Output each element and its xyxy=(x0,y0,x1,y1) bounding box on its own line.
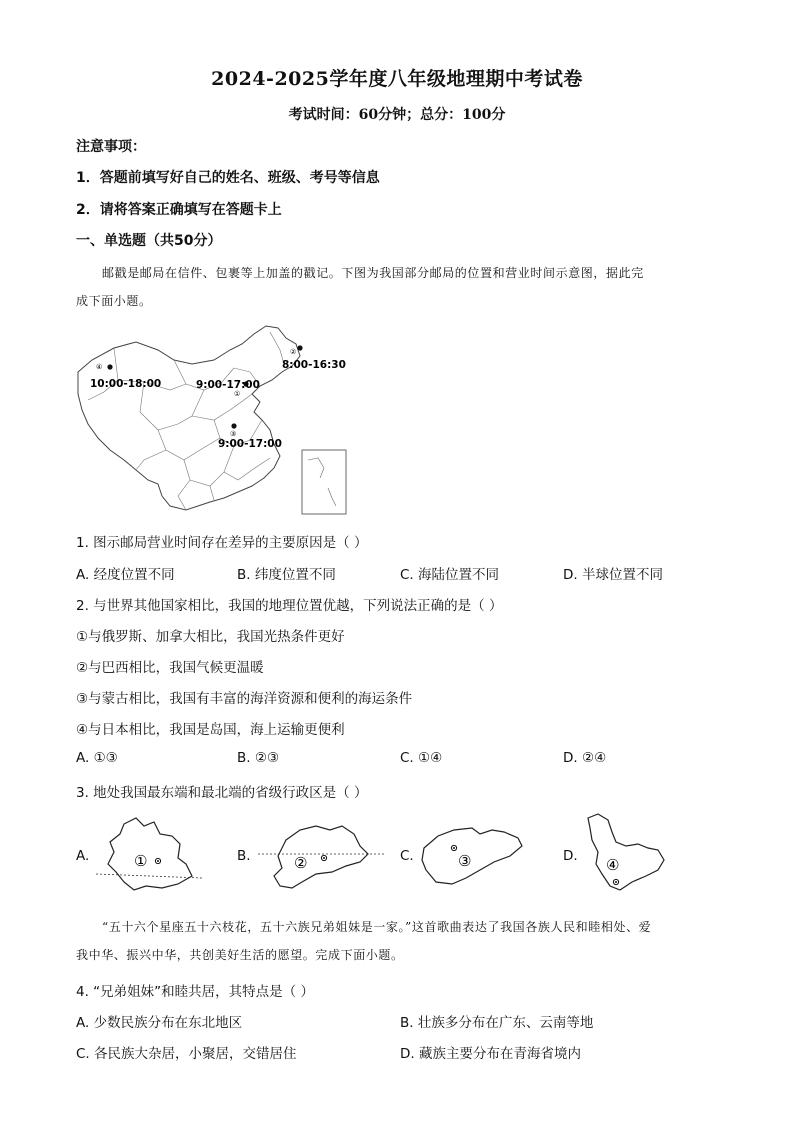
china-post-office-map xyxy=(74,320,364,520)
shape-label-2: ② xyxy=(294,854,308,872)
q3-option-b[interactable]: B. xyxy=(237,848,251,864)
time-label-northeast: 8:00-16:30 xyxy=(282,359,346,371)
q2-statement-2: ②与巴西相比，我国气候更温暖 xyxy=(76,660,264,676)
q2-statement-3: ③与蒙古相比，我国有丰富的海洋资源和便利的海运条件 xyxy=(76,691,413,707)
province-shape-c xyxy=(418,822,528,888)
time-label-north: 9:00-17:00 xyxy=(196,379,260,391)
exam-info: 考试时间：60分钟；总分：100分 xyxy=(288,107,506,123)
notice-heading: 注意事项： xyxy=(76,139,146,155)
marker-1: ① xyxy=(234,390,241,398)
q3-option-c[interactable]: C. xyxy=(400,848,414,864)
q1-option-a[interactable]: A. 经度位置不同 xyxy=(76,567,175,583)
post-office-point-4 xyxy=(107,364,112,369)
section-heading: 一、单选题（共50分） xyxy=(76,233,222,249)
shape-label-1: ① xyxy=(134,852,148,870)
shape-label-3: ③ xyxy=(458,852,472,870)
q2-statement-4: ④与日本相比，我国是岛国，海上运输更便利 xyxy=(76,722,345,738)
province-shape-d xyxy=(580,810,670,896)
intro-line-1: 邮戳是邮局在信件、包裹等上加盖的戳记。下图为我国部分邮局的位置和营业时间示意图，据此完 xyxy=(102,266,644,280)
province-shape-b xyxy=(256,820,386,892)
q2-option-d[interactable]: D. ②④ xyxy=(563,750,607,766)
marker-3: ③ xyxy=(230,430,237,438)
q1-option-d[interactable]: D. 半球位置不同 xyxy=(563,567,663,583)
province-shape-a xyxy=(94,814,206,894)
q3-option-a[interactable]: A. xyxy=(76,848,90,864)
post-office-point-3 xyxy=(231,423,236,428)
q4-option-c[interactable]: C. 各民族大杂居，小聚居，交错居住 xyxy=(76,1046,297,1062)
song-intro-line-2: 我中华、振兴中华，共创美好生活的愿望。完成下面小题。 xyxy=(76,948,404,962)
q3-stem: 3. 地处我国最东端和最北端的省级行政区是（ ） xyxy=(76,785,368,801)
marker-2: ② xyxy=(290,348,297,356)
q4-option-d[interactable]: D. 藏族主要分布在青海省境内 xyxy=(400,1046,581,1062)
marker-4: ④ xyxy=(96,363,103,371)
shape-label-4: ④ xyxy=(606,856,620,874)
q4-option-a[interactable]: A. 少数民族分布在东北地区 xyxy=(76,1015,243,1031)
time-label-west: 10:00-18:00 xyxy=(90,378,162,390)
q2-option-b[interactable]: B. ②③ xyxy=(237,750,280,766)
q2-option-c[interactable]: C. ①④ xyxy=(400,750,443,766)
q2-stem: 2. 与世界其他国家相比，我国的地理位置优越，下列说法正确的是（ ） xyxy=(76,598,503,614)
time-label-east: 9:00-17:00 xyxy=(218,438,282,450)
post-office-point-2 xyxy=(297,345,302,350)
q4-stem: 4. “兄弟姐妹”和睦共居，其特点是（ ） xyxy=(76,984,314,1000)
q2-statement-1: ①与俄罗斯、加拿大相比，我国光热条件更好 xyxy=(76,629,345,645)
intro-line-2: 成下面小题。 xyxy=(76,294,152,308)
notice-item-2: 2．请将答案正确填写在答题卡上 xyxy=(76,202,282,218)
notice-item-1: 1．答题前填写好自己的姓名、班级、考号等信息 xyxy=(76,170,380,186)
province-borders xyxy=(88,332,284,510)
q2-option-a[interactable]: A. ①③ xyxy=(76,750,118,766)
q1-option-b[interactable]: B. 纬度位置不同 xyxy=(237,567,336,583)
song-intro-line-1: “五十六个星座五十六枝花，五十六族兄弟姐妹是一家。”这首歌曲表达了我国各族人民和睦相处、爱 xyxy=(102,920,652,934)
page-title: 2024-2025学年度八年级地理期中考试卷 xyxy=(211,68,583,90)
q4-option-b[interactable]: B. 壮族多分布在广东、云南等地 xyxy=(400,1015,594,1031)
q1-stem: 1. 图示邮局营业时间存在差异的主要原因是（ ） xyxy=(76,535,368,551)
q3-option-d[interactable]: D. xyxy=(563,848,578,864)
q1-option-c[interactable]: C. 海陆位置不同 xyxy=(400,567,500,583)
